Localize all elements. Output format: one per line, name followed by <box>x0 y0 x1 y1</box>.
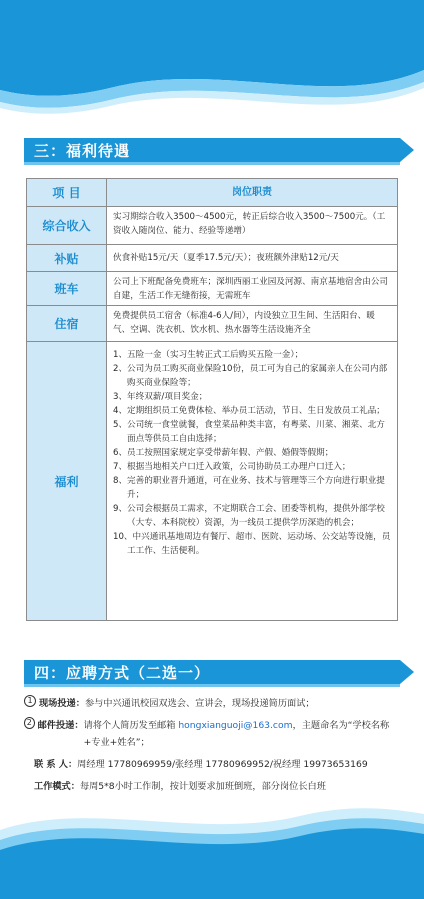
table-header-duty: 岗位职责 <box>107 179 397 206</box>
table-row <box>27 244 397 271</box>
apply-mail-key: 邮件投递： <box>37 720 84 731</box>
list-item: 4、定期组织员工免费体检、举办员工活动，节日、生日发放员工礼品； <box>113 406 385 416</box>
header-underline <box>24 162 400 165</box>
list-item: 2、公司为员工购买商业保险10份，员工可为自己的家属亲人在公司内部购买商业保险等； <box>113 364 388 388</box>
list-item: 7、根据当地相关户口迁入政策，公司协助员工办理户口迁入； <box>113 462 351 472</box>
work-mode-text: 每周5*8小时工作制，按计划要求加班倒班，部分岗位长白班 <box>79 781 326 792</box>
apply-mail-text <box>84 717 404 751</box>
mail-text-after: ，主题命名为“学校名称+专业+姓名”； <box>83 720 390 748</box>
table-row <box>27 271 397 305</box>
bottom-wave-decoration <box>0 790 424 899</box>
list-item: 3、年终双薪/项目奖金； <box>113 392 208 402</box>
number-badge: 1 <box>24 695 36 707</box>
email-link[interactable]: hongxianguoji@163.com <box>178 720 293 731</box>
row-text: 公司上下班配备免费班车；深圳西丽工业园及河源、南京基地宿舍由公司自建，生活工作无缝衔接，无需班车 <box>113 277 389 301</box>
table-row-welfare <box>27 341 397 620</box>
row-label: 班车 <box>27 272 107 305</box>
row-label: 补贴 <box>27 245 107 271</box>
apply-mail <box>24 717 404 751</box>
welfare-list <box>107 342 397 620</box>
apply-methods <box>24 695 404 795</box>
row-text: 免费提供员工宿舍（标准4-6人/间），内设独立卫生间、生活阳台、暖气、空调、洗衣机、饮水机、热水器等生活设施齐全 <box>113 311 375 335</box>
header-arrow-tail <box>400 660 414 684</box>
list-item: 9、公司会根据员工需求，不定期联合工会、团委等机构，提供外部学校（大专、本科院校）资源，为一线员工提供学历深造的机会； <box>113 504 385 528</box>
list-item: 8、完善的职业晋升通道，可在业务、技术与管理等三个方向进行职业提升； <box>113 476 385 500</box>
apply-onsite <box>24 695 404 712</box>
section-title: 三：福利待遇 <box>34 141 131 160</box>
mail-text-before: 请将个人简历发至邮箱 <box>83 720 179 731</box>
list-item: 10、中兴通讯基地周边有餐厅、超市、医院、运动场、公交站等设施，员工工作、生活便利。 <box>113 532 391 556</box>
contact-key: 联 系 人： <box>34 759 78 770</box>
apply-onsite-key: 现场投递： <box>39 698 85 709</box>
row-text: 实习期综合收入3500～4500元，转正后综合收入3500～7500元。（工资收入随岗位、能力、经验等递增） <box>113 212 386 236</box>
table-header-row <box>27 179 397 206</box>
section-header-benefits <box>24 138 400 162</box>
row-label: 综合收入 <box>27 207 107 244</box>
list-item: 1、五险一金（实习生转正式工后购买五险一金）； <box>113 350 304 360</box>
row-text: 伙食补贴15元/天（夏季17.5元/天）；夜班额外津贴12元/天 <box>113 253 339 263</box>
apply-contact <box>24 756 404 773</box>
header-underline <box>24 684 400 687</box>
table-row <box>27 206 397 244</box>
table-row <box>27 305 397 341</box>
table-header-item: 项 目 <box>27 179 107 206</box>
header-arrow-tail <box>400 138 414 162</box>
contact-text: 周经理 17780969959/张经理 17780969952/祝经理 19973653169 <box>77 759 368 770</box>
benefits-table <box>26 178 398 621</box>
row-label: 福利 <box>27 342 107 620</box>
apply-onsite-text: 参与中兴通讯校园双选会、宣讲会，现场投递简历面试； <box>84 698 315 709</box>
work-mode-key: 工作模式： <box>34 781 80 792</box>
row-label: 住宿 <box>27 306 107 341</box>
section-title: 四：应聘方式（二选一） <box>34 663 211 682</box>
section-header-apply <box>24 660 400 684</box>
top-wave-decoration <box>0 0 424 120</box>
list-item: 6、员工按照国家规定享受带薪年假、产假、婚假等假期； <box>113 448 334 458</box>
list-item: 5、公司统一食堂就餐，食堂菜品种类丰富，有粤菜、川菜、湘菜、北方面点等供员工自由选择； <box>113 420 385 444</box>
number-badge: 2 <box>24 717 35 729</box>
